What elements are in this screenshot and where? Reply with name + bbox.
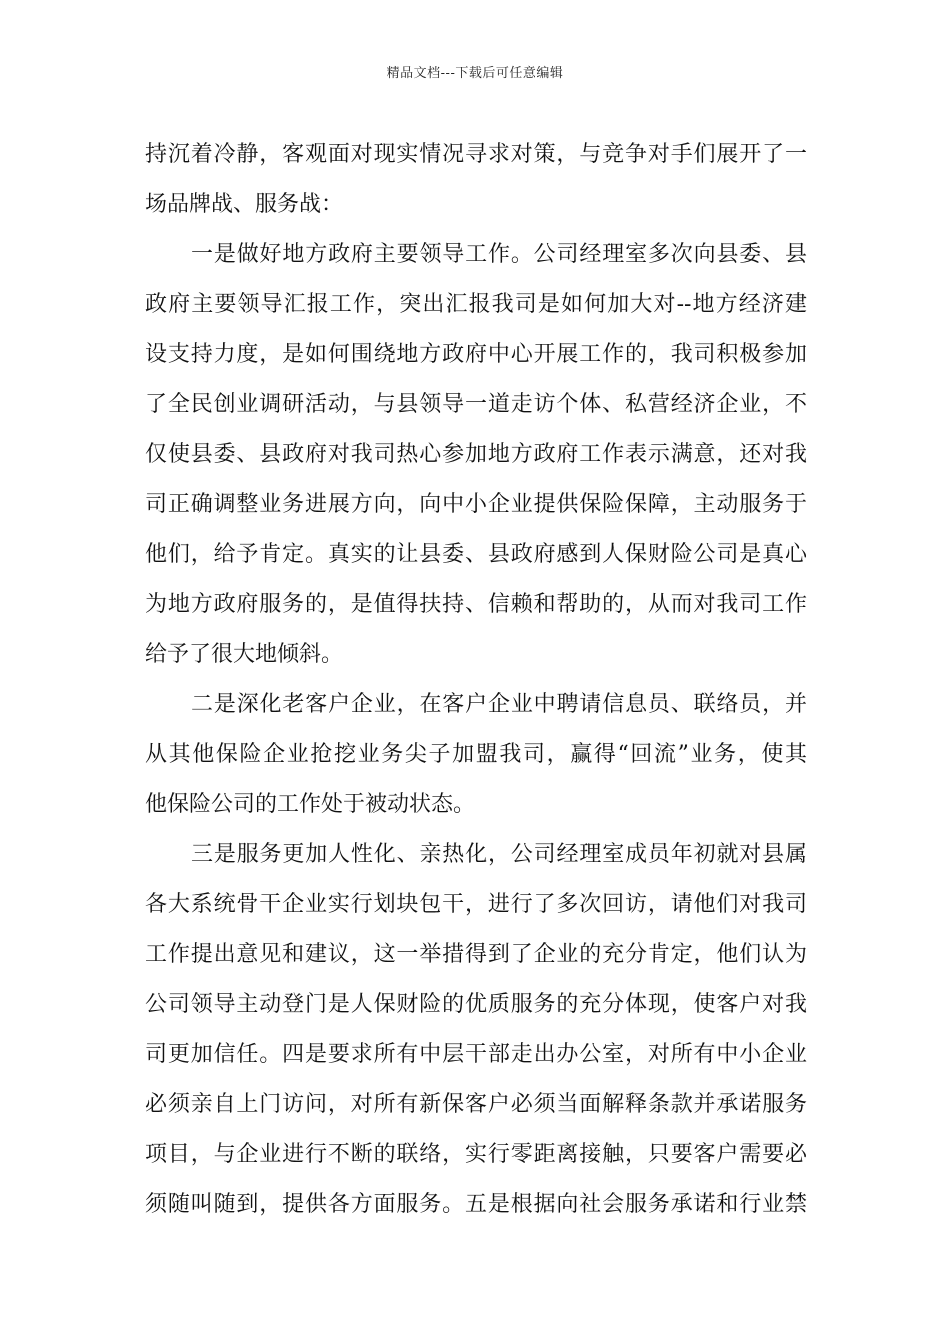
text-line: 政府主要领导汇报工作，突出汇报我司是如何加大对--地方经济建 <box>145 292 807 317</box>
text-line: 司正确调整业务进展方向，向中小企业提供保险保障，主动服务于 <box>145 492 807 517</box>
text-line: 设支持力度，是如何围绕地方政府中心开展工作的，我司积极参加 <box>145 342 807 367</box>
text-line: 各大系统骨干企业实行划块包干，进行了多次回访，请他们对我司 <box>145 892 807 917</box>
text-line: 三是服务更加人性化、亲热化，公司经理室成员年初就对县属 <box>191 842 807 867</box>
text-line: 须随叫随到，提供各方面服务。五是根据向社会服务承诺和行业禁 <box>145 1192 807 1217</box>
text-line: 公司领导主动登门是人保财险的优质服务的充分体现，使客户对我 <box>145 992 807 1017</box>
text-line: 场品牌战、服务战： <box>145 192 344 217</box>
text-line: 工作提出意见和建议，这一举措得到了企业的充分肯定，他们认为 <box>145 942 807 967</box>
text-line: 必须亲自上门访问，对所有新保客户必须当面解释条款并承诺服务 <box>145 1092 807 1117</box>
text-line: 持沉着冷静，客观面对现实情况寻求对策，与竞争对手们展开了一 <box>145 142 807 167</box>
text-line: 了全民创业调研活动，与县领导一道走访个体、私营经济企业，不 <box>145 392 807 417</box>
text-line: 项目，与企业进行不断的联络，实行零距离接触，只要客户需要必 <box>145 1142 807 1167</box>
text-line: 为地方政府服务的，是值得扶持、信赖和帮助的，从而对我司工作 <box>145 592 807 617</box>
text-line: 仅使县委、县政府对我司热心参加地方政府工作表示满意，还对我 <box>145 442 807 467</box>
document-body <box>145 130 807 1230</box>
text-line: 一是做好地方政府主要领导工作。公司经理室多次向县委、县 <box>191 242 807 267</box>
text-line: 二是深化老客户企业，在客户企业中聘请信息员、联络员，并 <box>191 692 807 717</box>
text-line: 他们，给予肯定。真实的让县委、县政府感到人保财险公司是真心 <box>145 542 807 567</box>
page-header: 精品文档---下载后可任意编辑 <box>386 66 564 81</box>
text-line: 司更加信任。四是要求所有中层干部走出办公室，对所有中小企业 <box>145 1042 807 1067</box>
text-line: 给予了很大地倾斜。 <box>145 642 344 667</box>
text-line: 从其他保险企业抢挖业务尖子加盟我司，赢得“回流”业务，使其 <box>145 742 807 767</box>
text-line: 他保险公司的工作处于被动状态。 <box>145 792 476 817</box>
